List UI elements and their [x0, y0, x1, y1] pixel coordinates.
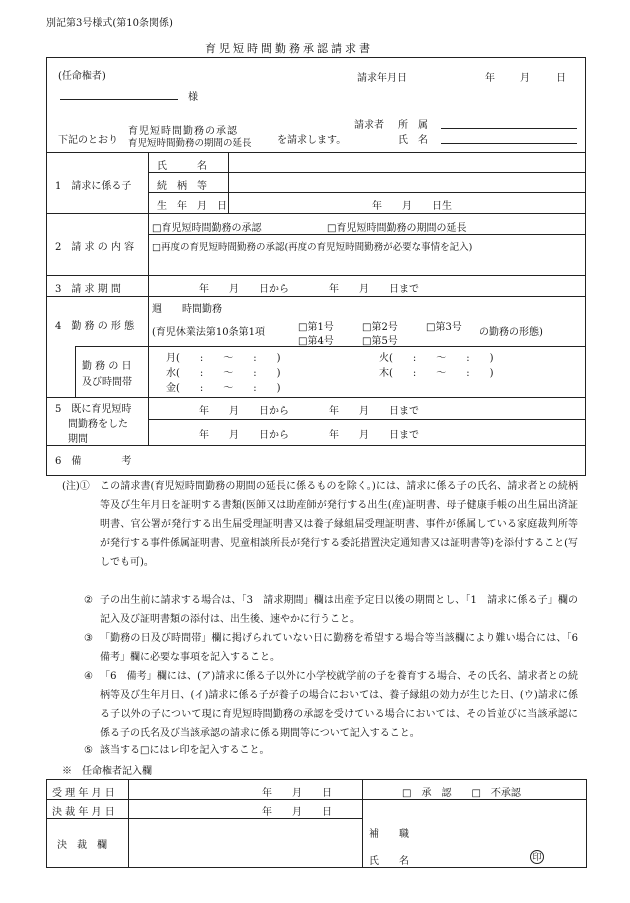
wednesday-hours[interactable]: 水( : 〜 : )	[166, 368, 281, 379]
form-number: 別記第3号様式(第10条関係)	[46, 18, 173, 29]
opt-approval-checkbox[interactable]: □育児短時間勤務の承認	[152, 223, 262, 234]
sec5-label-3: 期間	[68, 434, 88, 445]
affiliation-label: 所 属	[398, 120, 428, 131]
option-extension-text: 育児短時間勤務の期間の延長	[128, 138, 252, 149]
decided-date-label: 決 裁 年 月 日	[52, 807, 115, 818]
work-hours-label: 及び時間帯	[82, 377, 132, 388]
lead-text: 下記のとおり	[58, 135, 118, 146]
child-birth-value: 年 月 日生	[372, 201, 452, 212]
note-2: 子の出生前に請求する場合は、「3 請求期間」欄は出産予定日以後の期間とし、「1 請求に係る子」欄の記入及び証明書類の添付は、出生後、速やかに行うこと。	[100, 595, 578, 625]
requester-name-line[interactable]	[441, 143, 577, 144]
staff-post-label: 補 職	[369, 829, 409, 840]
page-title: 育児短時間勤務承認請求書	[205, 42, 373, 55]
request-date-label: 請求年月日	[357, 73, 407, 84]
requester-label: 請求者	[354, 120, 384, 131]
weekly-hours: 週 時間勤務	[152, 304, 222, 315]
sec5-label-1: 5 既に育児短時	[55, 404, 132, 415]
sec6-label: 6 備 考	[55, 456, 132, 467]
sec2-label: 2 請 求 の 内 容	[55, 242, 135, 253]
note-4-marker: ④	[84, 671, 93, 682]
item2-checkbox[interactable]: □第2号	[362, 322, 398, 333]
note-3: 「勤務の日及び時間帯」欄に掲げられていない日に勤務を希望する場合等当該欄により難い場合には、「6 備考」欄に必要な事項を記入すること。	[100, 633, 588, 663]
remarks-field[interactable]	[152, 449, 582, 473]
approval-checkboxes[interactable]: □ 承 認 □ 不承認	[402, 788, 521, 799]
note-5-marker: ⑤	[84, 745, 93, 756]
sec1-label: 1 請求に係る子	[55, 181, 132, 192]
past-period-2: 年 月 日から 年 月 日まで	[199, 430, 419, 441]
child-birth-label: 生 年 月 日	[157, 201, 227, 212]
request-tail-text: を請求します。	[277, 135, 347, 146]
item4-checkbox[interactable]: □第4号	[298, 336, 334, 347]
request-month-unit: 月	[520, 73, 530, 84]
child-name-label: 氏 名	[157, 161, 207, 172]
decided-date-value[interactable]: 年 月 日	[262, 807, 332, 818]
note-3-marker: ③	[84, 633, 93, 644]
authority-section-heading: ※ 任命権者記入欄	[62, 766, 152, 777]
item1-checkbox[interactable]: □第1号	[298, 322, 334, 333]
decision-label: 決 裁 欄	[57, 840, 107, 851]
note-5: 該当する□にはレ印を記入すること。	[100, 745, 270, 756]
tuesday-hours[interactable]: 火( : 〜 : )	[379, 353, 494, 364]
item3-checkbox[interactable]: □第3号	[426, 322, 462, 333]
note-2-marker: ②	[84, 595, 93, 606]
requester-name-label: 氏 名	[398, 135, 428, 146]
request-day-unit: 日	[556, 73, 566, 84]
received-date-value[interactable]: 年 月 日	[262, 788, 332, 799]
note-4: 「6 備考」欄には、(ア)請求に係る子以外に小学校就学前の子を養育する場合、その氏名、請求者との続柄等及び生年月日、(イ)請求に係る子が養子の場合においては、養子縁組の効力が生じた日、(ウ)請求に係る子以外の子について現に育児短時間勤務の承認を受けている場合においては、その旨並びに当該承認に係る子の氏名及び当該承認の請求に係る期間等について記入すること。	[100, 671, 578, 739]
child-relation-field[interactable]	[232, 175, 582, 190]
child-relation-label: 続 柄 等	[157, 181, 207, 192]
option-approval-text: 育児短時間勤務の承認	[128, 126, 238, 137]
item5-checkbox[interactable]: □第5号	[362, 336, 398, 347]
affiliation-line[interactable]	[441, 128, 577, 129]
request-year-unit: 年	[485, 73, 495, 84]
authority-label: (任命権者)	[58, 71, 106, 82]
received-date-label: 受 理 年 月 日	[52, 788, 115, 799]
note-1: この請求書(育児短時間勤務の期間の延長に係るものを除く。)には、請求に係る子の氏名、請求者との続柄等及び生年月日を証明する書類(医師又は助産師が発行する出生(産)証明書、母子健康手帳の出生届出済証明書、官公署が発行する出生届受理証明書又は養子縁組届受理証明書、事件が係属している家庭裁判所等が発行する事件係属証明書、児童相談所長が発行する委託措置決定通知書又は証明書等)を添付すること(写しでも可)。	[100, 481, 578, 568]
opt-reapproval-checkbox[interactable]: □再度の育児短時間勤務の承認(再度の育児短時間勤務が必要な事情を記入)	[152, 242, 473, 253]
friday-hours[interactable]: 金( : 〜 : )	[166, 383, 281, 394]
authority-name-line[interactable]	[60, 99, 178, 100]
sama-suffix: 様	[188, 92, 198, 103]
sec3-label: 3 請 求 期 間	[55, 284, 121, 295]
monday-hours[interactable]: 月( : 〜 : )	[166, 353, 281, 364]
work-days-label: 勤 務 の 日	[82, 361, 132, 372]
sec4-label: 4 勤 務 の 形 態	[55, 321, 135, 332]
law-reference: (育児休業法第10条第1項	[152, 327, 265, 338]
notes-lead: (注)①	[62, 481, 90, 492]
opt-extension-checkbox[interactable]: □育児短時間勤務の期間の延長	[327, 223, 467, 234]
sec5-label-2: 間勤務をした	[68, 419, 128, 430]
staff-name-label: 氏 名	[369, 856, 409, 867]
request-period: 年 月 日から 年 月 日まで	[199, 284, 419, 295]
past-period-1: 年 月 日から 年 月 日まで	[199, 406, 419, 417]
child-name-field[interactable]	[232, 155, 582, 170]
seal-mark: 印	[530, 850, 544, 864]
thursday-hours[interactable]: 木( : 〜 : )	[379, 368, 494, 379]
work-form-tail: の勤務の形態)	[479, 327, 543, 338]
